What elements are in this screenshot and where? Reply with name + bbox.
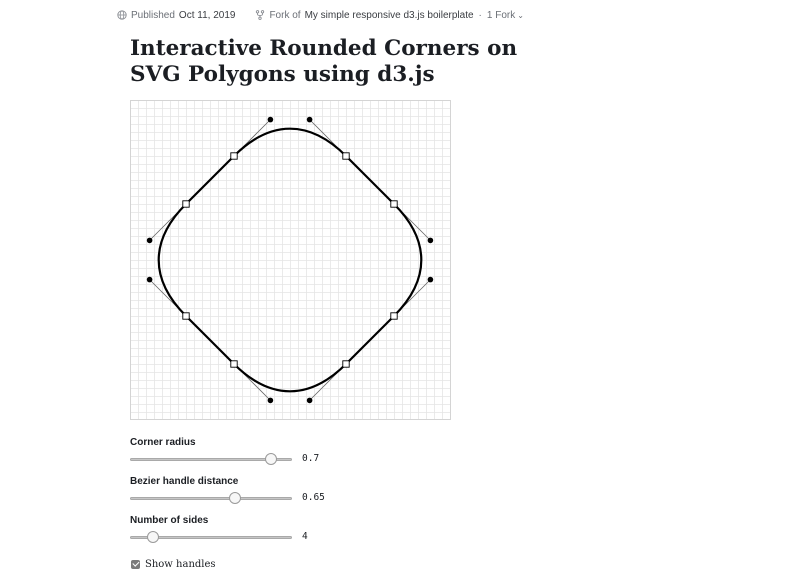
number-of-sides-label: Number of sides xyxy=(130,515,209,526)
corner-anchor-square xyxy=(231,361,237,367)
grid xyxy=(131,101,450,419)
page-title: Interactive Rounded Corners on SVG Polygons using d3.js xyxy=(130,36,518,87)
fork-count[interactable]: 1 Fork xyxy=(486,9,516,21)
fork-icon xyxy=(255,10,265,20)
rounded-polygon-svg[interactable] xyxy=(130,100,451,420)
notebook-meta-bar: Published Oct 11, 2019 Fork of My simple responsive d3.js boilerplate · 1 Fork ⌄ xyxy=(117,8,524,22)
corner-anchor-square xyxy=(231,153,237,159)
corner-anchor-square xyxy=(183,313,189,319)
bezier-handle-dot xyxy=(268,117,274,123)
corner-radius-slider-thumb[interactable] xyxy=(265,453,277,465)
globe-icon xyxy=(117,10,127,20)
published-label: Published xyxy=(131,9,175,21)
corner-anchor-square xyxy=(343,153,349,159)
show-handles-toggle[interactable] xyxy=(131,558,216,570)
corner-anchor-square xyxy=(391,313,397,319)
bezier-handle-distance-label: Bezier handle distance xyxy=(130,476,239,487)
chevron-down-icon[interactable]: ⌄ xyxy=(517,10,524,20)
number-of-sides-control xyxy=(130,514,390,545)
number-of-sides-slider-thumb[interactable] xyxy=(147,531,159,543)
corner-radius-value: 0.7 xyxy=(302,453,320,464)
bezier-handle-dot xyxy=(307,398,313,404)
corner-anchor-square xyxy=(391,201,397,207)
fork-source-link[interactable]: My simple responsive d3.js boilerplate xyxy=(304,9,474,21)
rounded-polygon-figure[interactable] xyxy=(130,100,451,420)
bezier-handle-dot xyxy=(268,398,274,404)
bezier-handle-dot xyxy=(428,238,434,244)
show-handles-checkbox[interactable] xyxy=(131,560,140,569)
corner-anchor-square xyxy=(343,361,349,367)
bezier-handle-distance-value: 0.65 xyxy=(302,492,325,503)
corner-radius-label: Corner radius xyxy=(130,437,196,448)
number-of-sides-value: 4 xyxy=(302,531,308,542)
bezier-handle-distance-slider-thumb[interactable] xyxy=(229,492,241,504)
bezier-handle-dot xyxy=(428,277,434,283)
bezier-handle-dot xyxy=(147,277,153,283)
published-date: Oct 11, 2019 xyxy=(178,9,236,21)
bezier-handle-dot xyxy=(147,238,153,244)
corner-anchor-square xyxy=(183,201,189,207)
corner-radius-control xyxy=(130,436,390,467)
bezier-handle-dot xyxy=(307,117,313,123)
bezier-handle-distance-slider[interactable] xyxy=(130,497,292,500)
bezier-handle-distance-control xyxy=(130,475,390,506)
fork-of-label: Fork of xyxy=(269,9,301,21)
show-handles-label: Show handles xyxy=(145,558,216,570)
